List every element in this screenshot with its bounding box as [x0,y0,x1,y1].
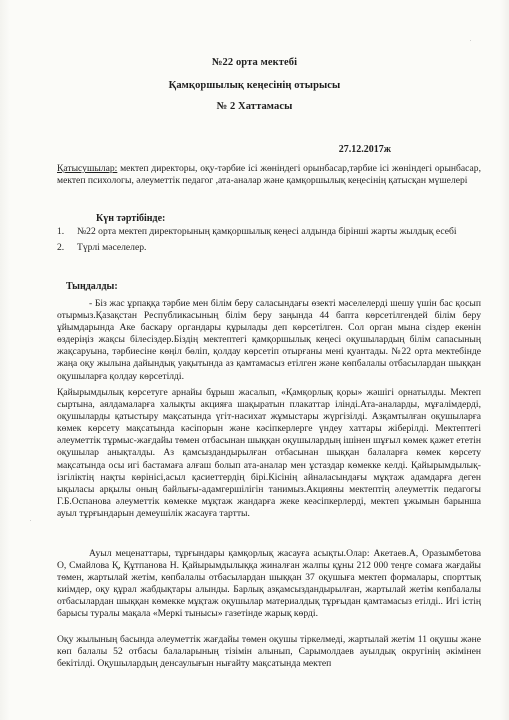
participants-text: мектеп директоры, оқу-тәрбие ісі жөніндегі орынбасар,тәрбие ісі жөніндегі орынбасар, мектеп психологы, әлеуметтік педагог ,ата-аналар және қамқоршылық кеңесінің қатысқан мүшелері [57,163,481,187]
body-paragraph: Қайырымдылық көрсетуге арнайы бұрыш жасалып, «Қамқорлық қоры» жәшігі орнатылды. Мектеп сыртына, аялдамаларға халықты акцияға шақыратын плакаттар ілінді.Ата-аналарды, мұғалімдерді, оқушыларды қатыстыру мақсатында үгіт-насихат жұмыстары жүргізілді. Азқамтылған оқушыларға көмек көрсету мақсатында кәсіпорын және кәсіпкерлерге үндеу хаттары жіберілді. Мектептегі әлеуметтік тұрмыс-жағдайы төмен отбасынан шыққан оқушылардың ішінен шұғыл көмек қажет ететін оқушылар анықталды. Аз қамсыздандырылған отбасынан шыққан балаларға көмек көрсету мақсатында осы игі бастамаға алғаш болып ата-аналар мен ұстаздар көмекке келді. Қайырымдылық-ізгіліктің нақты көрінісі,асыл қасиеттердің бірі.Кісінің айналасындағы мұқтаж адамдарға деген ықыласы арқылы оның байлығы-адамгершілігін танимыз.Акцияны мектептің әлеуметтік педагогы Г.Б.Оспанова әлеуметтік көмекке мұқтаж жандарға жеке кеәсіпкерлерді, мектеп ұжымын барынша ауыл тұрғындарын демеушілік жасауға тартты. [57,387,481,519]
agenda-item-number: 1. [57,226,65,237]
protocol-title: № 2 Хаттамасы [216,101,293,112]
agenda-item-text: №22 орта мектеп директорының қамқоршылық кеңесі алдында бірінші жарты жылдық есебі [77,226,457,237]
scan-speck [30,520,31,521]
body-paragraph: Оқу жылының басында әлеуметтік жағдайы төмен оқушы тіркелмеді, жартылай жетім 11 оқушы және көп балалы 52 отбасы балаларының тізімін алынып, Сарымолдаев ауылдық округінің әкімінен бекітілді. Оқушылардың денсаулығын нығайту мақсатында мектеп [57,634,481,670]
agenda-item [57,242,481,254]
agenda-item-text: Түрлі мәселелер. [77,242,147,254]
body-paragraph: Ауыл меценаттары, тұрғындары қамқорлық жасауға асықты.Олар: Акетаев.А, Оразымбетова О, Смайлова Қ, Құтпанова Н. Қайырымдылыққа жиналған жалпы құны 212 000 теңге сомаға жағдайы төмен, жартылай жетім, көпбалалы отбасылардан шыққан 37 оқушыға мектеп формалары, спорттық киімдер, оқу құрал жабдықтары алынды. Барлық азқамсыздандырылған, жартылай жетім көпбалалы отбасылардан шыққан көмекке мұқтаж оқушылар материалдық тұрғыдан қамтамасыз етілді.. Игі істің барысы туралы мақала «Меркі тынысы» газетінде жарық көрді. [57,548,481,620]
body-paragraph: - Біз жас ұрпаққа тәрбие мен білім беру саласындағы өзекті мәселелерді шешу үшін бас қосып отырмыз.Қазақстан Республикасының білім беру заңында 44 бапта көрсетілгендей білім беру ұйымдарында Аке баскару органдары құрылады деп көрсетілген. Сол орган мына сіздер екенін өздеріңіз жақсы білесіздер.Біздің мектептегі қамқоршылық кеңесі оқушылардың білім сапасының жақсаруына, тәрбиесіне көңіл бөліп, қолдау көрсетіп отырғаны мені қуантады. №22 орта мектебінде жаңа оқу жылына дайындық уақытында аз қамтамасыз етілген және көпбалалы отбасылардан шыққан оқушыларға қолдау көрсетілді. [57,298,481,382]
participants-paragraph [57,163,481,187]
heard-heading: Тыңдалды: [66,281,118,292]
meeting-title: Қамқоршылық кеңесінің отырысы [168,80,341,91]
agenda-item [57,226,481,238]
school-title: №22 орта мектебі [211,57,298,68]
participants-label: Қатысушылар: [57,163,118,174]
agenda-title: Күн тәртібінде: [96,213,166,224]
agenda-item-number: 2. [57,242,65,254]
document-date: 27.12.2017ж [338,144,391,155]
agenda-list [57,226,481,254]
scan-speck [470,40,471,41]
